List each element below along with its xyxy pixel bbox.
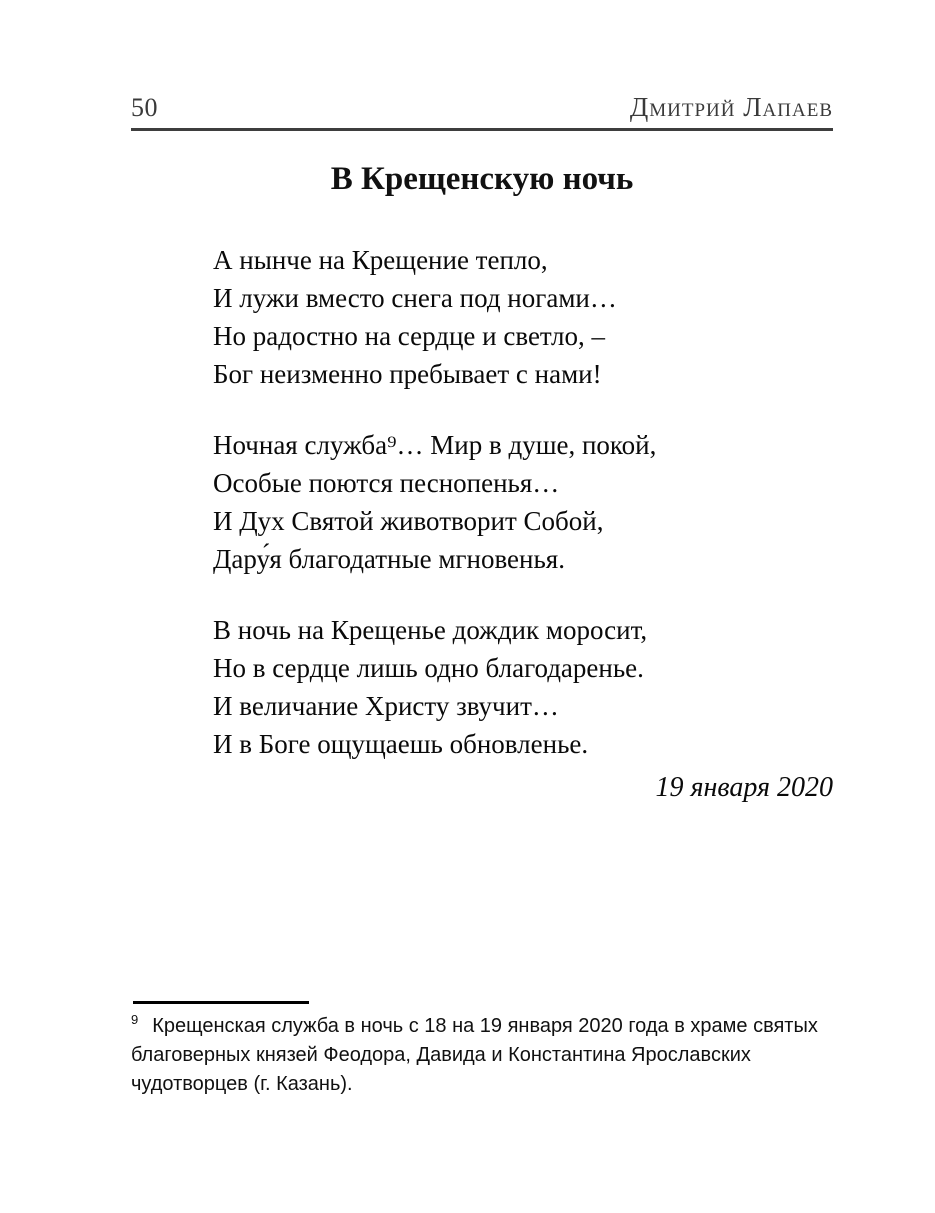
footnote-line: благоверных князей Феодора, Давида и Константина Ярославских (131, 1044, 751, 1066)
poem-body (213, 241, 833, 763)
footnote-divider (133, 1001, 309, 1004)
footnote-line: чудотворцев (г. Казань). (131, 1073, 353, 1095)
stanza-2 (213, 426, 833, 578)
poem-line: Бог неизменно пребывает с нами! (213, 359, 602, 389)
footnote-text (131, 1012, 833, 1099)
poem-line: Но радостно на сердце и светло, – (213, 321, 606, 351)
footnote-line (131, 1012, 833, 1041)
poem-line: Ночная служба⁹… Мир в душе, покой, (213, 430, 657, 460)
stanza-3 (213, 611, 833, 763)
footnote-line-text: Крещенская служба в ночь с 18 на 19 января 2020 года в храме святых (152, 1015, 818, 1037)
poem-line: И Дух Святой животворит Собой, (213, 506, 604, 536)
poem-line: Дару́я благодатные мгновенья. (213, 544, 565, 574)
text-block (131, 0, 833, 807)
poem-line: И в Боге ощущаешь обновленье. (213, 729, 589, 759)
poem-date: 19 января 2020 (655, 772, 833, 803)
poem-line: И величание Христу звучит… (213, 691, 559, 721)
poem-line: А нынче на Крещение тепло, (213, 245, 548, 275)
poem-line: Но в сердце лишь одно благодаренье. (213, 653, 644, 683)
stanza-1 (213, 241, 833, 393)
footnote (131, 1001, 833, 1099)
author-name: Дмитрий Лапаев (629, 92, 833, 122)
page-number: 50 (131, 93, 158, 122)
poem-title: В Крещенскую ночь (330, 161, 634, 197)
poem-line: И лужи вместо снега под ногами… (213, 283, 617, 313)
poem-line: В ночь на Крещенье дождик моросит, (213, 615, 648, 645)
footnote-marker: 9 (131, 1012, 139, 1028)
poem-line: Особые поются песнопенья… (213, 468, 560, 498)
running-header (131, 0, 833, 131)
